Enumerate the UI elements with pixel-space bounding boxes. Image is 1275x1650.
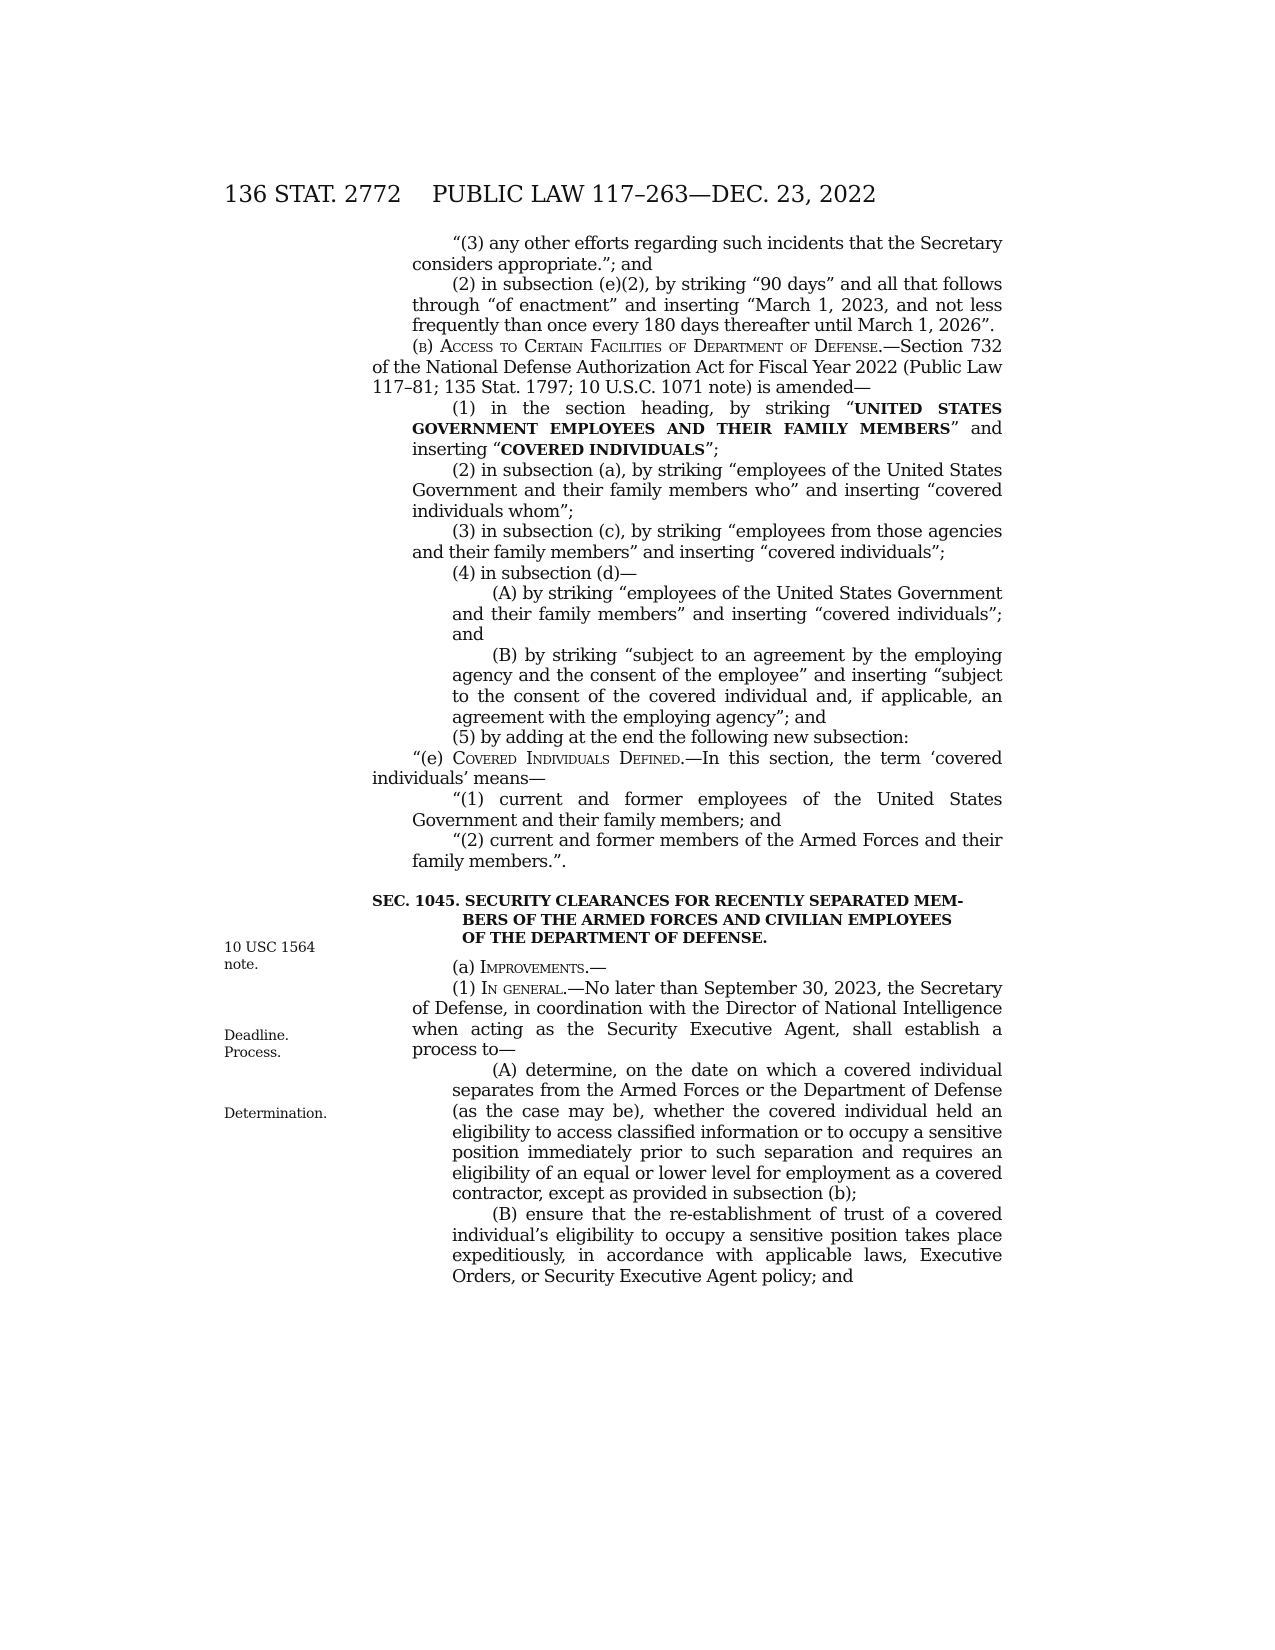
paragraph-1-text: —No later than September 30, 2023, the Secretary of Defense, in coordination with the Director of National Intelligence when acting as the Security Executive Agent, shall establish a process to— — [412, 978, 1002, 1061]
paragraph-2-subsection-e2: (2) in subsection (e)(2), by striking “90 days” and all that follows through “of enactment” and inserting “March 1, 2023, and not less frequently than once every 180 days thereafter until March 1, 2026”. — [412, 275, 1002, 337]
subsection-a-dash: — — [589, 957, 607, 978]
paragraph-1-text-a: (1) in the section heading, by striking “ — [452, 398, 854, 419]
margin-note-deadline — [224, 1028, 289, 1062]
stat-page-number: 136 STAT. 2772 — [224, 182, 402, 208]
subsection-b-access — [372, 337, 1002, 399]
definition-paragraph-1: “(1) current and former employees of the United States Government and their family members; and — [412, 790, 1002, 831]
subsection-b-text: —Section 732 of the National Defense Authorization Act for Fiscal Year 2022 (Public Law 117–81; 135 Stat. 1797; 10 U.S.C. 1071 note) is amended— — [372, 336, 1002, 399]
margin-note-determination: Determination. — [224, 1106, 328, 1122]
margin-note-usc — [224, 940, 315, 974]
paragraph-1-section-heading — [372, 399, 1002, 461]
subsection-e-prefix: “(e) — [412, 748, 453, 769]
definition-paragraph-2: “(2) current and former members of the Armed Forces and their family members.”. — [412, 831, 1002, 872]
paragraph-3-other-efforts: “(3) any other efforts regarding such incidents that the Secretary considers appropriate.”; and — [412, 234, 1002, 275]
subparagraph-a-determine: (A) determine, on the date on which a covered individual separates from the Armed Forces or the Department of Defense (as the case may be), whether the covered individual held an eligibility to access classified information or to occupy a sensitive position immediately prior to such separation and requires an eligibility of an equal or lower level for employment as a covered contractor, except as provided in subsection (b); — [452, 1060, 1002, 1205]
statute-body — [372, 234, 1002, 1287]
subsection-e-text: —In this section, the term ‘covered individuals’ means— — [372, 748, 1003, 790]
section-heading-line2: BERS OF THE ARMED FORCES AND CIVILIAN EMPLOYEES — [462, 910, 952, 929]
running-head — [224, 182, 1124, 216]
subsection-a-prefix: (a) — [452, 957, 480, 978]
section-1045-heading — [372, 892, 1002, 948]
subparagraph-b: (B) by striking “subject to an agreement by the employing agency and the consent of the employee” and inserting “subject to the consent of the covered individual and, if applicable, an agreement with the employing agency”; and — [452, 645, 1002, 728]
paragraph-5-new-subsection: (5) by adding at the end the following new subsection: — [452, 728, 909, 749]
subsection-a-heading: Improvements. — [479, 957, 590, 978]
paragraph-2-subsection-a: (2) in subsection (a), by striking “employees of the United States Government and their family members who” and inserting “covered individuals whom”; — [412, 460, 1002, 522]
subsection-e-definition — [372, 749, 1002, 790]
section-heading-line3: OF THE DEPARTMENT OF DEFENSE. — [462, 929, 768, 948]
margin-note-deadline-line1: Deadline. — [224, 1028, 289, 1044]
margin-note-usc-line1: 10 USC 1564 — [224, 940, 316, 956]
paragraph-1-text-c: ” and inserting “ — [412, 419, 1002, 460]
paragraph-4-subsection-d: (4) in subsection (d)— — [452, 563, 637, 584]
subsection-b-heading: (b) Access to Certain Facilities of Department of Defense. — [412, 336, 883, 357]
subsection-e-heading: Covered Individuals Defined. — [452, 748, 685, 769]
paragraph-1-heading: In general. — [480, 978, 568, 999]
paragraph-1-text-d: ”; — [704, 439, 719, 460]
inserted-heading-text: COVERED INDIVIDUALS — [500, 440, 705, 459]
subparagraph-b-ensure: (B) ensure that the re-establishment of trust of a covered individual’s eligibility to occupy a sensitive position takes place expeditiously, in accordance with applicable laws, Executive Orders, or Security Executive Agent policy; and — [452, 1205, 1002, 1287]
subparagraph-a: (A) by striking “employees of the United States Government and their family members” and inserting “covered individuals”; and — [452, 584, 1002, 646]
section-heading-line1: SEC. 1045. SECURITY CLEARANCES FOR RECENTLY SEPARATED MEM- — [372, 892, 964, 911]
paragraph-1-in-general — [372, 979, 1002, 1061]
struck-heading-text: UNITED STATES GOVERNMENT EMPLOYEES AND THEIR FAMILY MEMBERS — [412, 399, 1002, 439]
margin-note-usc-line2: note. — [224, 957, 259, 973]
law-title: PUBLIC LAW 117–263—DEC. 23, 2022 — [432, 182, 877, 208]
paragraph-1-prefix: (1) — [452, 978, 481, 999]
margin-note-deadline-line2: Process. — [224, 1045, 282, 1061]
subsection-a-improvements — [372, 958, 1002, 979]
paragraph-3-subsection-c: (3) in subsection (c), by striking “employees from those agencies and their family members” and inserting “covered individuals”; — [412, 522, 1002, 563]
